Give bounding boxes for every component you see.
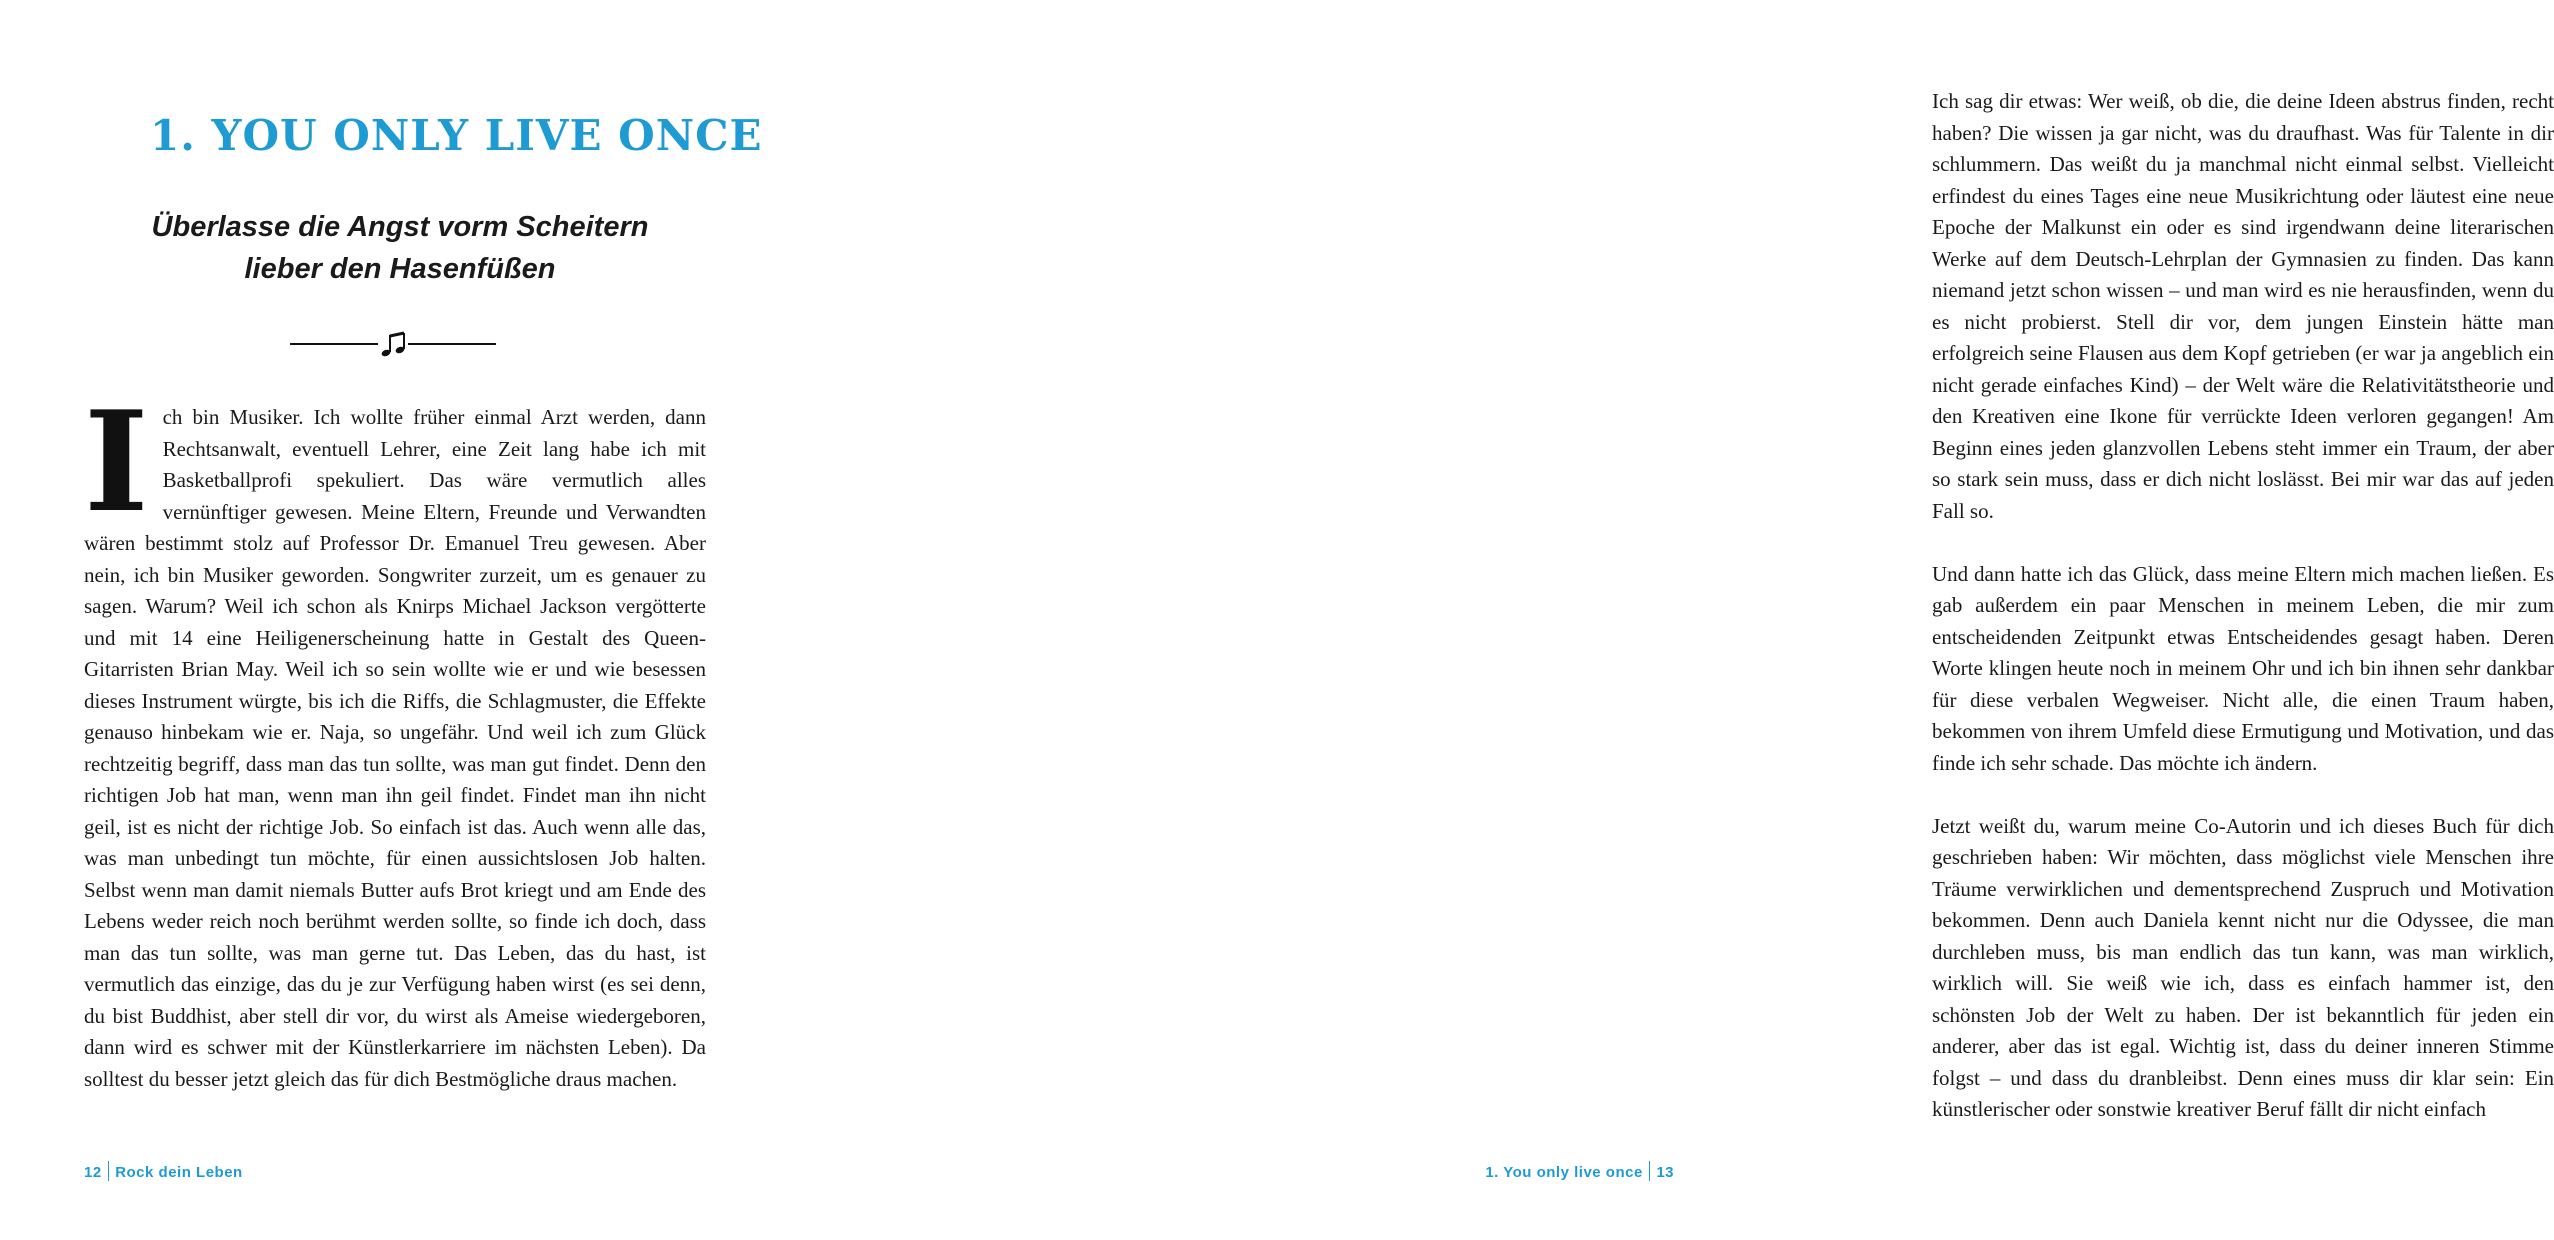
footer-divider <box>1649 1161 1651 1181</box>
left-page <box>0 0 874 1240</box>
chapter-title: 1. YOU ONLY LIVE ONCE <box>150 111 763 160</box>
music-note-icon <box>290 330 496 358</box>
chapter-body-right <box>1932 86 2554 1126</box>
footer-divider <box>108 1161 110 1181</box>
subtitle-line-1: Überlasse die Angst vorm Scheitern <box>151 211 649 243</box>
page-number: 13 <box>1656 1164 1674 1181</box>
paragraph-1: Ich sag dir etwas: Wer weiß, ob die, die deine Ideen abstrus finden, recht haben? Die wissen ja gar nicht, was du draufhast. Was für Talente in dir schlummern. Das weißt du ja manchmal nicht einmal selbst. Vielleicht erfindest du eines Tages eine neue Musikrichtung oder läutest eine neue Epoche der Malkunst ein oder es sind irgendwann deine literarischen Werke auf dem Deutsch-Lehrplan der Gymnasien zu finden. Das kann niemand jetzt schon wissen – und man wird es nie herausfinden, wenn du es nicht probierst. Stell dir vor, dem jungen Einstein hätte man erfolgreich seine Flausen aus dem Kopf getrieben (er war ja angeblich ein nicht gerade einfaches Kind) – der Welt wäre die Relativitätstheorie und den Kreativen eine Ikone für verrückte Ideen verloren gegangen! Am Beginn eines jeden glanzvollen Lebens steht immer ein Traum, der aber so stark sein muss, dass er dich nicht loslässt. Bei mir war das auf jeden Fall so. <box>1932 89 2554 523</box>
footer-left <box>84 1161 243 1183</box>
footer-right <box>1485 1161 1674 1183</box>
right-page <box>874 0 2554 1240</box>
page-number: 12 <box>84 1164 102 1181</box>
body-paragraph: ch bin Musiker. Ich wollte früher einmal Arzt werden, dann Rechtsanwalt, eventuell Lehrer, eine Zeit lang habe ich mit Basketballprofi spekuliert. Das wäre vermutlich alles vernünftiger gewesen. Meine Eltern, Freunde und Verwandten wären bestimmt stolz auf Professor Dr. Emanuel Treu gewesen. Aber nein, ich bin Musiker geworden. Songwriter zurzeit, um es genauer zu sagen. Warum? Weil ich schon als Knirps Michael Jackson vergötterte und mit 14 eine Heiligenerscheinung hatte in Gestalt des Queen-Gitarristen Brian May. Weil ich so sein wollte wie er und wie besessen dieses Instrument würgte, bis ich die Riffs, die Schlagmuster, die Effekte genauso hinbekam wie er. Naja, so ungefähr. Und weil ich zum Glück rechtzeitig begriff, dass man das tun sollte, was man gut findet. Denn den richtigen Job hat man, wenn man ihn geil findet. Findet man ihn nicht geil, ist es nicht der richtige Job. So einfach ist das. Auch wenn alle das, was man unbedingt tun möchte, für einen aussichtslosen Job halten. Selbst wenn man damit niemals Butter aufs Brot kriegt und am Ende des Lebens weder reich noch berühmt werden sollte, so finde ich doch, dass man das tun sollte, was man gerne tut. Das Leben, das du hast, ist vermutlich das einzige, das du je zur Verfügung haben wirst (es sei denn, du bist Buddhist, aber stell dir vor, du wirst als Ameise wiedergeboren, dann wird es schwer mit der Künstlerkarriere im nächsten Leben). Da solltest du besser jetzt gleich das für dich Bestmögliche draus machen. <box>84 405 706 1091</box>
chapter-body-left <box>84 380 706 1095</box>
subtitle-line-2: lieber den Hasenfüßen <box>244 253 556 285</box>
chapter-running-head: 1. You only live once <box>1485 1164 1643 1181</box>
chapter-subtitle <box>150 206 650 290</box>
paragraph-2: Und dann hatte ich das Glück, dass meine Eltern mich machen ließen. Es gab außerdem ein paar Menschen in meinem Leben, die mir zum entscheidenden Zeitpunkt etwas Entscheidendes gesagt haben. Deren Worte klingen heute noch in meinem Ohr und ich bin ihnen sehr dankbar für diese verbalen Wegweiser. Nicht alle, die einen Traum haben, bekommen von ihrem Umfeld diese Ermutigung und Motivation, und das finde ich sehr schade. Das möchte ich ändern. <box>1932 561 2554 775</box>
book-title: Rock dein Leben <box>115 1164 243 1181</box>
drop-cap: I <box>84 380 149 543</box>
paragraph-3: Jetzt weißt du, warum meine Co-Autorin und ich dieses Buch für dich geschrieben haben: Wir möchten, dass möglichst viele Menschen ihre Träume verwirklichen und dementsprechend Zuspruch und Motivation bekommen. Denn auch Daniela kennt nicht nur die Odyssee, die man durchleben muss, bis man endlich das tun kann, was man wirklich, wirklich will. Sie weiß wie ich, dass es einfach hammer ist, den schönsten Job der Welt zu haben. Der ist bekanntlich für jeden ein anderer, aber das ist egal. Wichtig ist, dass du deiner inneren Stimme folgst – und dass du dranbleibst. Denn eines muss dir klar sein: Ein künstlerischer oder sonstwie kreativer Beruf fällt dir nicht einfach <box>1932 813 2554 1121</box>
